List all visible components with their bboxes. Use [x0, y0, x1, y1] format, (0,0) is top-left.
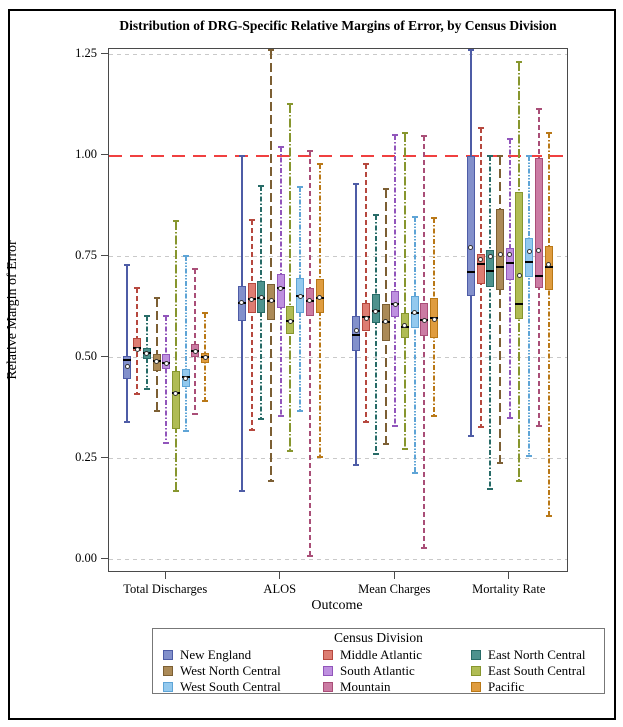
whisker: [251, 220, 253, 430]
whisker-cap-top: [353, 183, 359, 185]
plot-area: [108, 48, 568, 572]
whisker-cap-bottom: [249, 429, 255, 431]
whisker-cap-top: [278, 146, 284, 148]
whisker-cap-bottom: [258, 418, 264, 420]
legend-entry-middle-atlantic: [323, 647, 471, 663]
whisker-cap-bottom: [402, 448, 408, 450]
median-line: [467, 271, 475, 273]
whisker-cap-top: [373, 214, 379, 216]
y-tickmark: [101, 558, 108, 559]
whisker-cap-bottom: [202, 400, 208, 402]
y-tick-label: 1.00: [75, 146, 97, 161]
mean-dot: [354, 328, 359, 333]
median-line: [123, 359, 131, 361]
median-line: [535, 275, 543, 277]
whisker-cap-bottom: [307, 555, 313, 557]
mean-dot: [422, 318, 427, 323]
mean-dot: [498, 252, 503, 257]
whisker: [528, 156, 530, 457]
whisker-cap-bottom: [497, 462, 503, 464]
box: [515, 192, 523, 319]
legend-label: South Atlantic: [340, 663, 415, 678]
mean-dot: [249, 297, 254, 302]
legend-label: East South Central: [488, 663, 586, 678]
mean-dot: [164, 361, 169, 366]
whisker: [165, 316, 167, 443]
whisker: [365, 164, 367, 422]
box: [525, 238, 533, 277]
box: [496, 209, 504, 290]
whisker-cap-bottom: [526, 455, 532, 457]
median-line: [515, 303, 523, 305]
whisker-cap-bottom: [516, 480, 522, 482]
whisker-cap-bottom: [183, 430, 189, 432]
whisker-cap-bottom: [383, 443, 389, 445]
x-tick-label-1: ALOS: [263, 582, 297, 596]
whisker-cap-bottom: [546, 515, 552, 517]
legend-label: West South Central: [180, 679, 281, 694]
whisker: [394, 135, 396, 426]
whisker-cap-bottom: [144, 388, 150, 390]
whisker-cap-bottom: [154, 410, 160, 412]
whisker-cap-top: [546, 132, 552, 134]
whisker-cap-top: [516, 61, 522, 63]
legend-swatch-icon: [471, 682, 481, 692]
whisker-cap-bottom: [536, 425, 542, 427]
whisker-cap-bottom: [134, 393, 140, 395]
mean-dot: [373, 309, 378, 314]
whisker-cap-top: [307, 150, 313, 152]
whisker-cap-bottom: [421, 547, 427, 549]
y-tick-label: 0.25: [75, 449, 97, 464]
whisker-cap-top: [163, 315, 169, 317]
whisker-cap-top: [431, 217, 437, 219]
x-tickmark: [165, 572, 166, 579]
legend-label: New England: [180, 647, 252, 662]
y-tickmark: [101, 356, 108, 357]
whisker-cap-top: [202, 312, 208, 314]
gridline-0.00: [109, 559, 567, 560]
whisker: [175, 221, 177, 491]
legend-swatch-icon: [163, 682, 173, 692]
whisker-cap-bottom: [192, 413, 198, 415]
whisker-cap-top: [363, 163, 369, 165]
y-tickmark: [101, 255, 108, 256]
whisker-cap-bottom: [124, 421, 130, 423]
whisker-cap-top: [287, 103, 293, 105]
whisker: [499, 156, 501, 463]
whisker-cap-top: [402, 132, 408, 134]
mean-dot: [527, 249, 532, 254]
whisker-cap-top: [144, 315, 150, 317]
whisker-cap-top: [192, 268, 198, 270]
legend-entries: [153, 646, 604, 695]
x-tick-label-0: Total Discharges: [123, 582, 208, 596]
whisker: [185, 256, 187, 431]
whisker-cap-bottom: [392, 425, 398, 427]
median-line: [525, 261, 533, 263]
whisker: [289, 104, 291, 451]
whisker-cap-top: [478, 127, 484, 129]
legend-entry-south-atlantic: [323, 663, 471, 679]
whisker: [270, 50, 272, 481]
whisker-cap-bottom: [431, 415, 437, 417]
whisker-cap-bottom: [412, 472, 418, 474]
whisker-cap-top: [317, 163, 323, 165]
legend-entry-pacific: [471, 679, 604, 695]
x-axis-label: Outcome: [311, 598, 363, 613]
gridline-1.25: [109, 54, 567, 55]
whisker-cap-bottom: [297, 410, 303, 412]
whisker-cap-bottom: [163, 442, 169, 444]
mean-dot: [203, 355, 208, 360]
whisker-cap-top: [421, 135, 427, 137]
legend-entry-west-south-central: [163, 679, 323, 695]
whisker: [414, 217, 416, 473]
legend-label: West North Central: [180, 663, 281, 678]
box: [467, 156, 475, 297]
whisker: [375, 215, 377, 454]
whisker-cap-top: [383, 188, 389, 190]
whisker: [194, 269, 196, 414]
whisker-cap-bottom: [468, 435, 474, 437]
whisker-cap-bottom: [287, 450, 293, 452]
box: [277, 274, 285, 308]
whisker-cap-top: [134, 287, 140, 289]
y-tick-label: 0.75: [75, 247, 97, 262]
legend-swatch-icon: [323, 650, 333, 660]
legend-label: Pacific: [488, 679, 525, 694]
y-tickmark: [101, 457, 108, 458]
mean-dot: [288, 319, 293, 324]
whisker: [309, 151, 311, 556]
whisker: [404, 133, 406, 449]
mean-dot: [383, 319, 388, 324]
whisker-cap-bottom: [478, 426, 484, 428]
x-tickmark: [508, 572, 509, 579]
legend-swatch-icon: [323, 682, 333, 692]
whisker-cap-bottom: [507, 417, 513, 419]
median-line: [352, 334, 360, 336]
whisker-cap-bottom: [278, 415, 284, 417]
whisker-cap-top: [507, 138, 513, 140]
legend-entry-east-south-central: [471, 663, 604, 679]
box: [172, 371, 180, 430]
y-tickmark: [101, 154, 108, 155]
median-line: [477, 263, 485, 265]
mean-dot: [412, 310, 417, 315]
whisker-cap-top: [497, 155, 503, 157]
x-tick-label-3: Mortality Rate: [472, 582, 546, 596]
mean-dot: [432, 317, 437, 322]
legend-swatch-icon: [163, 666, 173, 676]
whisker-cap-bottom: [268, 480, 274, 482]
chart-title: Distribution of DRG-Specific Relative Margins of Error, by Census Division: [119, 18, 557, 33]
whisker-cap-top: [468, 49, 474, 51]
legend-swatch-icon: [471, 650, 481, 660]
legend-swatch-icon: [163, 650, 173, 660]
legend: [152, 628, 605, 694]
whisker-cap-bottom: [487, 488, 493, 490]
y-tick-label: 0.00: [75, 550, 97, 565]
mean-dot: [135, 347, 140, 352]
y-tick-label: 0.50: [75, 348, 97, 363]
legend-entry-new-england: [163, 647, 323, 663]
whisker-cap-bottom: [373, 453, 379, 455]
whisker-cap-top: [183, 255, 189, 257]
whisker-cap-top: [154, 297, 160, 299]
whisker-cap-top: [124, 264, 130, 266]
mean-dot: [488, 254, 493, 259]
whisker-cap-bottom: [239, 490, 245, 492]
whisker-cap-bottom: [173, 490, 179, 492]
legend-swatch-icon: [471, 666, 481, 676]
mean-dot: [364, 316, 369, 321]
whisker-cap-bottom: [363, 421, 369, 423]
box: [535, 158, 543, 288]
whisker-cap-top: [526, 155, 532, 157]
x-tickmark: [394, 572, 395, 579]
box: [545, 246, 553, 290]
whisker-cap-top: [487, 155, 493, 157]
whisker-cap-bottom: [317, 456, 323, 458]
whisker: [126, 265, 128, 423]
whisker: [489, 156, 491, 489]
mean-dot: [183, 376, 188, 381]
median-line: [496, 266, 504, 268]
x-tickmark: [279, 572, 280, 579]
whisker-cap-top: [173, 220, 179, 222]
legend-label: East North Central: [488, 647, 586, 662]
y-axis-label: Relative Margin of Error: [5, 240, 20, 380]
y-tick-label: 1.25: [75, 45, 97, 60]
legend-entry-east-north-central: [471, 647, 604, 663]
whisker-cap-top: [536, 108, 542, 110]
whisker-cap-bottom: [353, 464, 359, 466]
legend-label: Mountain: [340, 679, 391, 694]
legend-entry-west-north-central: [163, 663, 323, 679]
legend-label: Middle Atlantic: [340, 647, 422, 662]
x-tick-label-2: Mean Charges: [358, 582, 431, 596]
whisker-cap-top: [258, 185, 264, 187]
mean-dot: [507, 252, 512, 257]
legend-swatch-icon: [323, 666, 333, 676]
whisker: [241, 156, 243, 491]
y-tickmark: [101, 53, 108, 54]
whisker-cap-top: [268, 49, 274, 51]
whisker: [548, 133, 550, 516]
whisker-cap-top: [239, 155, 245, 157]
median-line: [506, 262, 514, 264]
whisker-cap-top: [392, 134, 398, 136]
whisker-cap-top: [297, 186, 303, 188]
legend-entry-mountain: [323, 679, 471, 695]
whisker-cap-top: [412, 216, 418, 218]
median-line: [486, 270, 494, 272]
whisker: [423, 136, 425, 548]
whisker-cap-top: [249, 219, 255, 221]
legend-title: Census Division: [334, 630, 423, 645]
